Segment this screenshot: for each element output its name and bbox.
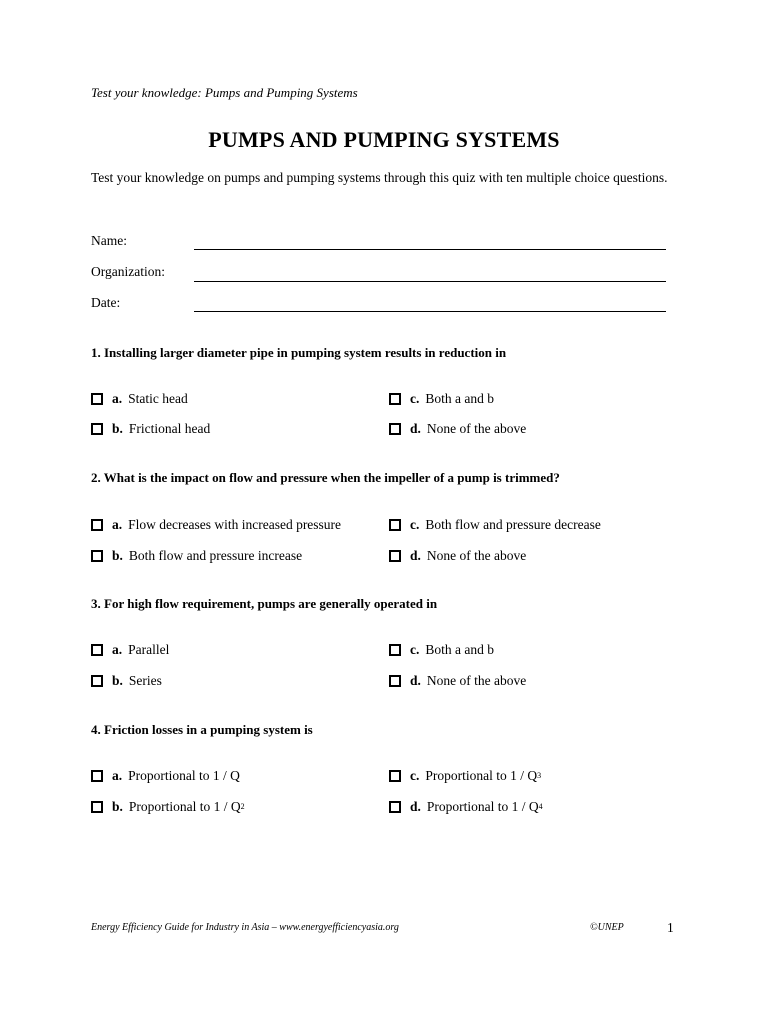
checkbox[interactable] [91,550,103,562]
option-1d[interactable] [389,421,526,437]
option-letter: b. [112,673,123,688]
checkbox[interactable] [91,770,103,782]
option-letter: c. [410,517,420,532]
option-text: Both flow and pressure decrease [425,517,601,532]
option-3b[interactable] [91,673,162,689]
checkbox[interactable] [389,644,401,656]
checkbox[interactable] [91,675,103,687]
option-letter: d. [410,673,421,688]
option-2c[interactable] [389,517,601,533]
checkbox[interactable] [91,801,103,813]
option-letter: a. [112,768,123,783]
option-text: Proportional to 1 / Q [128,799,241,814]
organization-field[interactable] [194,281,666,282]
page-title: PUMPS AND PUMPING SYSTEMS [208,127,560,152]
date-label: Date: [91,295,121,310]
option-2b[interactable] [91,548,302,564]
name-field[interactable] [194,249,666,250]
option-letter: d. [410,799,421,814]
organization-label: Organization: [91,264,165,279]
option-letter: b. [112,548,123,563]
option-1b[interactable] [91,421,210,437]
checkbox[interactable] [389,770,401,782]
option-text: Proportional to 1 / Q [426,799,539,814]
intro-text: Test your knowledge on pumps and pumping systems through this quiz with ten multiple choice questions. [91,170,668,185]
option-letter: d. [410,421,421,436]
checkbox[interactable] [389,423,401,435]
option-text: Frictional head [128,421,211,436]
option-letter: a. [112,391,123,406]
option-text: Both a and b [425,642,494,657]
option-text: Proportional to 1 / Q [425,768,538,783]
option-text: Both flow and pressure increase [128,548,303,563]
option-3d[interactable] [389,673,526,689]
footer-source: Energy Efficiency Guide for Industry in Asia – www.energyefficiencyasia.org [91,922,399,933]
option-letter: c. [410,391,420,406]
option-letter: a. [112,642,123,657]
option-text: None of the above [426,548,527,563]
option-letter: c. [410,768,420,783]
option-letter: b. [112,799,123,814]
option-4c[interactable]: c. Proportional to 1 / Q 3 [389,768,541,784]
option-text: Flow decreases with increased pressure [128,517,342,532]
question-2: 2. What is the impact on flow and pressure when the impeller of a pump is trimmed? [91,470,560,485]
checkbox[interactable] [389,675,401,687]
option-text: Proportional to 1 / Q [128,768,240,783]
date-field[interactable] [194,311,666,312]
checkbox[interactable] [91,423,103,435]
checkbox[interactable] [91,644,103,656]
option-letter: a. [112,517,123,532]
name-label: Name: [91,233,127,248]
option-4a[interactable] [91,768,240,784]
option-2a[interactable] [91,517,341,533]
checkbox[interactable] [389,519,401,531]
option-1a[interactable] [91,391,188,407]
option-1c[interactable] [389,391,494,407]
question-4: 4. Friction losses in a pumping system is [91,722,313,737]
checkbox[interactable] [91,519,103,531]
checkbox[interactable] [91,393,103,405]
checkbox[interactable] [389,550,401,562]
option-letter: d. [410,548,421,563]
option-text: None of the above [426,421,527,436]
option-letter: b. [112,421,123,436]
running-header: Test your knowledge: Pumps and Pumping Systems [91,85,358,100]
option-text: Series [128,673,162,688]
option-letter: c. [410,642,420,657]
option-3a[interactable] [91,642,169,658]
question-1: 1. Installing larger diameter pipe in pumping system results in reduction in [91,345,507,360]
option-text: Both a and b [425,391,494,406]
checkbox[interactable] [389,393,401,405]
option-3c[interactable] [389,642,494,658]
footer-copyright: ©UNEP [590,922,624,933]
question-3: 3. For high flow requirement, pumps are generally operated in [91,596,438,611]
option-text: None of the above [426,673,527,688]
option-text: Parallel [128,642,170,657]
option-text: Static head [128,391,188,406]
option-4d[interactable]: d. Proportional to 1 / Q 4 [389,799,543,815]
option-4b[interactable]: b. Proportional to 1 / Q 2 [91,799,245,815]
page-number: 1 [667,920,674,935]
checkbox[interactable] [389,801,401,813]
option-2d[interactable] [389,548,526,564]
